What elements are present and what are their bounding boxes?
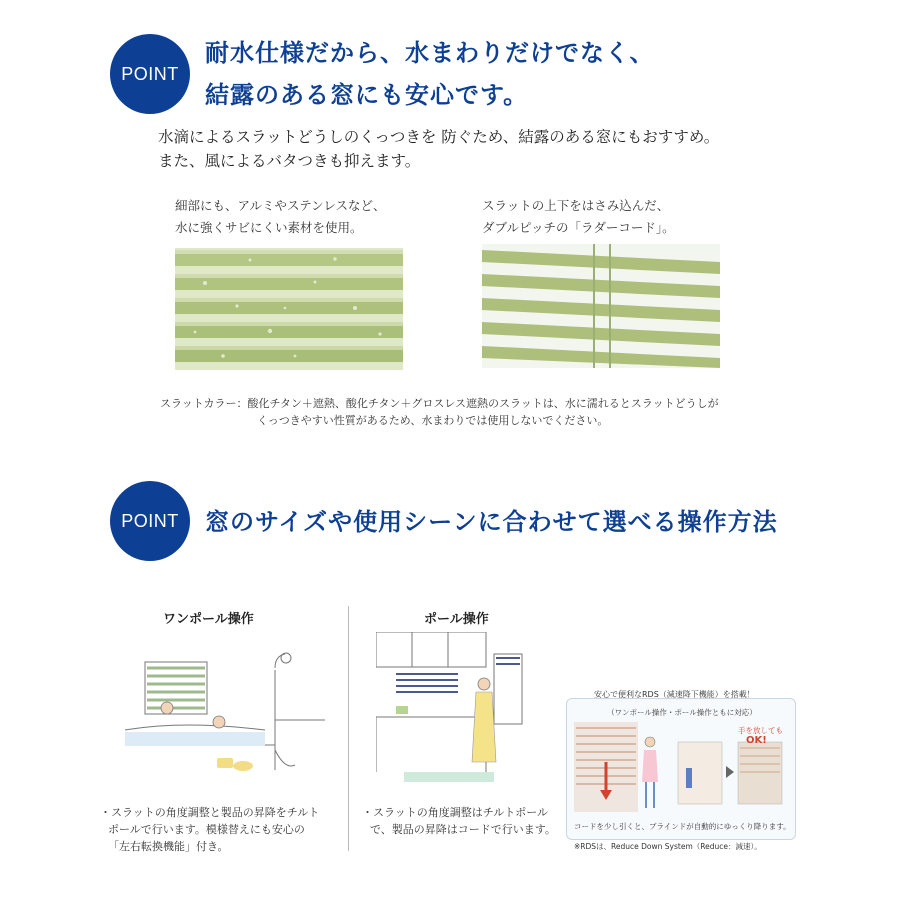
rds-title: 安心で便利なRDS（減速降下機能）を搭載！	[594, 690, 755, 699]
point-badge-label: POINT	[121, 510, 179, 531]
section1-body-line1: 水滴によるスラットどうしのくっつきを 防ぐため、結露のある窓にもおすすめ。	[158, 128, 720, 146]
section1-heading-line1: 耐水仕様だから、水まわりだけでなく、	[205, 39, 655, 67]
left-caption-line2: 水に強くサビにくい素材を使用。	[175, 220, 363, 235]
point-badge-label: POINT	[121, 63, 179, 84]
bathroom-illustration	[125, 650, 325, 780]
kitchen-illustration	[376, 632, 526, 782]
left-caption-line1: 細部にも、アルミやステンレスなど、	[175, 198, 386, 213]
pole-desc-line1: ・スラットの角度調整はチルトポール	[362, 806, 549, 819]
slat-droplet-photo	[175, 248, 403, 370]
rds-subtitle: （ワンポール操作・ポール操作ともに対応）	[607, 708, 757, 717]
pole-title: ポール操作	[424, 612, 489, 627]
section-divider	[348, 606, 349, 851]
one-pole-title: ワンポール操作	[163, 612, 254, 627]
section1-body-line2: また、風によるバタつきも抑えます。	[158, 152, 421, 170]
rds-caption: コードを少し引くと、ブラインドが自動的にゆっくり降ります。	[574, 822, 791, 831]
point-badge-1	[110, 34, 190, 114]
point-badge-2	[110, 481, 190, 561]
pole-desc-line2: で、製品の昇降はコードで行います。	[370, 823, 556, 836]
section1-heading-line2: 結露のある窓にも安心です。	[205, 81, 529, 109]
rds-bubble-line1: 手を放しても	[738, 726, 783, 735]
slat-color-note-line1: スラットカラー：酸化チタン＋遮熱、酸化チタン＋グロスレス遮熱のスラットは、水に濡れるとスラットどうしが	[160, 397, 719, 410]
one-pole-desc-line3: 「左右転換機能」付き。	[108, 840, 229, 853]
one-pole-desc-line1: ・スラットの角度調整と製品の昇降をチルト	[100, 806, 320, 819]
slat-color-note-line2: くっつきやすい性質があるため、水まわりでは使用しないでください。	[257, 414, 609, 427]
one-pole-desc-line2: ポールで行います。模様替えにも安心の	[108, 823, 305, 836]
rds-bubble-line2: OK!	[746, 735, 767, 746]
right-caption-line1: スラットの上下をはさみ込んだ、	[482, 198, 670, 213]
right-caption-line2: ダブルピッチの「ラダーコード」。	[482, 220, 675, 235]
rds-footnote: ※RDSは、Reduce Down System（Reduce：減速）。	[574, 842, 762, 851]
section2-heading: 窓のサイズや使用シーンに合わせて選べる操作方法	[205, 508, 778, 536]
ladder-cord-photo	[482, 244, 720, 368]
